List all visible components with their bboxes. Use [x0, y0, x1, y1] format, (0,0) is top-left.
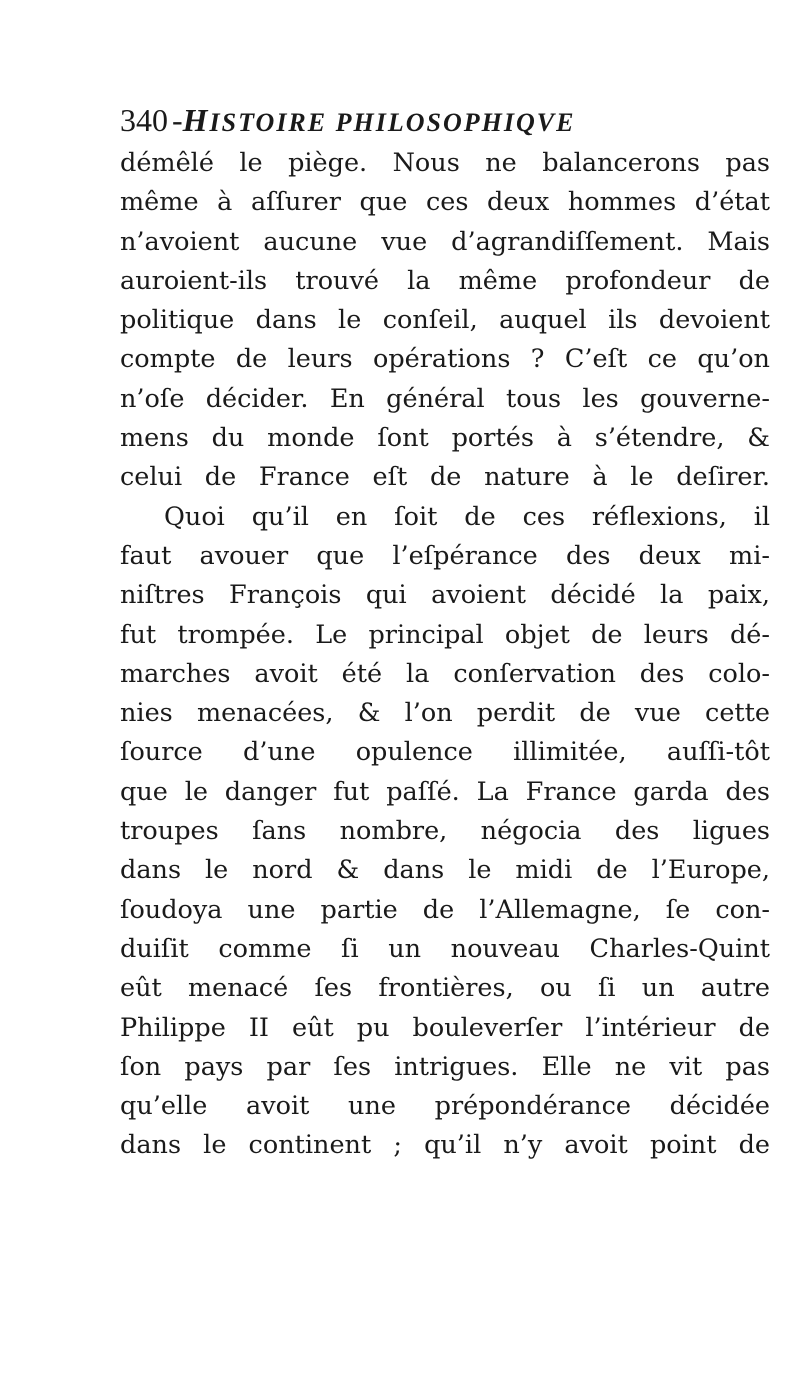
text-line: celui de France eſt de nature à le deſirer.	[120, 462, 770, 493]
text-line: auroient-ils trouvé la même profondeur de	[120, 265, 770, 296]
text-line: duiſit comme ſi un nouveau Charles-Quint	[120, 933, 770, 964]
text-line: que le danger fut paſſé. La France garda des	[120, 776, 770, 807]
text-line: démêlé le piège. Nous ne balancerons pas	[120, 148, 770, 178]
text-line: compte de leurs opérations ? C’eſt ce qu’on	[120, 344, 770, 375]
text-line: faut avouer que l’eſpérance des deux mi-	[120, 540, 770, 571]
text-line: fut trompée. Le principal objet de leurs dé-	[120, 619, 770, 650]
text-line: politique dans le conſeil, auquel ils devoient	[120, 305, 770, 336]
paragraph-first-line: Quoi qu’il en ſoit de ces réflexions, il	[164, 501, 770, 532]
text-line: eût menacé ſes frontières, ou ſi un autre	[120, 973, 770, 1004]
text-line: ſource d’une opulence illimitée, auſſi-tôt	[120, 737, 770, 768]
text-line: dans le nord & dans le midi de l’Europe,	[120, 855, 770, 886]
running-title	[182, 102, 576, 138]
text-line: dans le continent ; qu’il n’y avoit point de	[120, 1130, 770, 1161]
header-dash: -	[172, 102, 183, 138]
text-line: ſon pays par ſes intrigues. Elle ne vit pas	[120, 1051, 770, 1082]
running-title-rest: ISTOIRE PHILOSOPHIQVE	[209, 108, 576, 137]
text-line: niſtres François qui avoient décidé la paix,	[120, 580, 770, 611]
text-line: mens du monde ſont portés à s’étendre, &	[120, 423, 770, 454]
text-line: troupes ſans nombre, négocia des ligues	[120, 816, 770, 847]
running-head	[120, 100, 575, 140]
text-line: n’oſe décider. En général tous les gouverne-	[120, 383, 770, 414]
text-line: n’avoient aucune vue d’agrandiſſement. Mais	[120, 226, 770, 257]
text-line: qu’elle avoit une prépondérance décidée	[120, 1091, 770, 1122]
text-line: nies menacées, & l’on perdit de vue cette	[120, 698, 770, 729]
text-line: même à aſſurer que ces deux hommes d’état	[120, 187, 770, 218]
body-text	[120, 144, 770, 1166]
text-line: ſoudoya une partie de l’Allemagne, ſe con-	[120, 894, 770, 925]
running-title-initial: H	[182, 102, 210, 138]
page-number: 340	[120, 102, 168, 138]
text-line: marches avoit été la conſervation des colo-	[120, 658, 770, 689]
text-line: Philippe II eût pu bouleverſer l’intérieur de	[120, 1012, 770, 1043]
